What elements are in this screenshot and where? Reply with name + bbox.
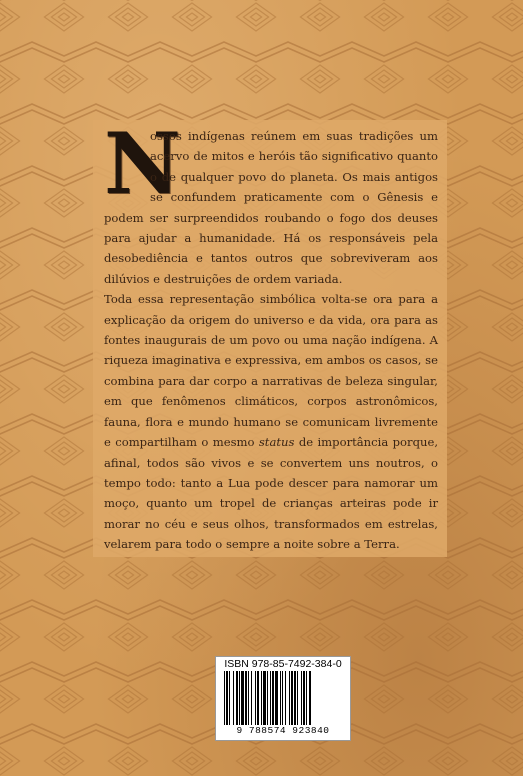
diamond-motif <box>51 132 76 150</box>
barcode-bar <box>261 671 262 725</box>
diamond-motif <box>499 442 523 460</box>
diamond-motif <box>0 199 6 207</box>
diamond-motif <box>314 633 325 641</box>
diamond-motif <box>428 623 467 651</box>
diamond-motif <box>58 385 69 393</box>
diamond-motif <box>0 189 20 217</box>
diamond-motif <box>44 375 83 403</box>
diamond-motif <box>172 65 211 93</box>
diamond-motif <box>300 623 339 651</box>
diamond-motif <box>51 752 76 770</box>
diamond-motif <box>314 757 325 765</box>
diamond-motif <box>108 685 147 713</box>
diamond-motif <box>115 566 140 584</box>
diamond-motif <box>0 509 6 517</box>
diamond-motif <box>250 757 261 765</box>
barcode-bar <box>257 671 259 725</box>
diamond-motif <box>186 633 197 641</box>
diamond-motif <box>499 132 523 150</box>
diamond-motif <box>506 757 517 765</box>
diamond-motif <box>58 13 69 21</box>
diamond-motif <box>115 628 140 646</box>
diamond-motif <box>300 65 339 93</box>
isbn-label: ISBN 978-85-7492-384-0 <box>224 658 342 670</box>
diamond-motif <box>44 623 83 651</box>
diamond-motif <box>51 8 76 26</box>
diamond-motif <box>51 566 76 584</box>
diamond-motif <box>499 752 523 770</box>
diamond-motif <box>250 633 261 641</box>
diamond-motif <box>307 8 332 26</box>
barcode-bars <box>224 671 342 725</box>
diamond-motif <box>499 256 523 274</box>
diamond-motif <box>506 323 517 331</box>
barcode-bar <box>248 671 249 725</box>
diamond-motif <box>122 13 133 21</box>
diamond-motif <box>0 251 20 279</box>
barcode-bar <box>272 671 274 725</box>
barcode-bar <box>255 671 256 725</box>
diamond-motif <box>307 566 332 584</box>
diamond-motif <box>314 75 325 83</box>
diamond-motif <box>44 127 83 155</box>
diamond-motif <box>58 261 69 269</box>
barcode-bar <box>303 671 305 725</box>
zigzag-line <box>0 42 523 56</box>
diamond-motif <box>378 571 389 579</box>
diamond-motif <box>499 566 523 584</box>
diamond-motif <box>186 13 197 21</box>
diamond-motif <box>172 685 211 713</box>
diamond-motif <box>58 757 69 765</box>
diamond-motif <box>108 3 147 31</box>
diamond-motif <box>58 509 69 517</box>
diamond-motif <box>428 65 467 93</box>
barcode-bar <box>245 671 247 725</box>
diamond-motif <box>179 70 204 88</box>
diamond-motif <box>58 447 69 455</box>
diamond-motif <box>428 3 467 31</box>
diamond-motif <box>442 633 453 641</box>
diamond-motif <box>506 199 517 207</box>
diamond-motif <box>499 70 523 88</box>
diamond-motif <box>0 385 6 393</box>
diamond-motif <box>435 690 460 708</box>
diamond-motif <box>0 375 20 403</box>
diamond-motif <box>115 752 140 770</box>
diamond-motif <box>300 3 339 31</box>
diamond-motif <box>51 690 76 708</box>
diamond-motif <box>44 313 83 341</box>
diamond-motif <box>51 194 76 212</box>
back-cover-blurb <box>104 114 439 555</box>
diamond-motif <box>435 752 460 770</box>
diamond-motif <box>250 75 261 83</box>
diamond-motif <box>0 499 20 527</box>
diamond-motif <box>122 633 133 641</box>
diamond-motif <box>44 189 83 217</box>
diamond-motif <box>0 757 6 765</box>
diamond-motif <box>179 690 204 708</box>
barcode-bar <box>224 671 225 725</box>
diamond-motif <box>122 75 133 83</box>
dropcap-letter: N <box>104 114 181 213</box>
diamond-motif <box>58 137 69 145</box>
diamond-motif <box>179 752 204 770</box>
diamond-motif <box>0 65 20 93</box>
diamond-motif <box>435 566 460 584</box>
diamond-motif <box>44 251 83 279</box>
diamond-motif <box>51 442 76 460</box>
diamond-motif <box>506 137 517 145</box>
diamond-motif <box>44 65 83 93</box>
diamond-motif <box>186 75 197 83</box>
diamond-motif <box>115 8 140 26</box>
diamond-motif <box>378 695 389 703</box>
diamond-motif <box>51 628 76 646</box>
diamond-motif <box>506 261 517 269</box>
diamond-motif <box>0 695 6 703</box>
diamond-motif <box>44 499 83 527</box>
barcode-bar <box>306 671 307 725</box>
diamond-motif <box>307 628 332 646</box>
diamond-motif <box>179 8 204 26</box>
diamond-motif <box>364 561 403 589</box>
barcode-bar <box>236 671 238 725</box>
diamond-motif <box>0 137 6 145</box>
diamond-motif <box>172 561 211 589</box>
diamond-motif <box>51 380 76 398</box>
diamond-motif <box>364 65 403 93</box>
diamond-motif <box>172 747 211 775</box>
diamond-motif <box>51 318 76 336</box>
isbn-barcode <box>215 656 351 741</box>
diamond-motif <box>499 628 523 646</box>
diamond-motif <box>179 628 204 646</box>
diamond-motif <box>442 571 453 579</box>
diamond-motif <box>378 757 389 765</box>
blurb-paragraph-1 <box>104 114 438 289</box>
diamond-motif <box>51 256 76 274</box>
diamond-motif <box>435 8 460 26</box>
barcode-bar <box>309 671 311 725</box>
diamond-motif <box>58 323 69 331</box>
zigzag-line <box>0 600 523 614</box>
barcode-bar <box>229 671 230 725</box>
diamond-motif <box>250 13 261 21</box>
diamond-motif <box>108 747 147 775</box>
diamond-motif <box>300 561 339 589</box>
status-italic-word: status <box>258 435 295 450</box>
diamond-motif <box>0 623 20 651</box>
diamond-motif <box>506 509 517 517</box>
barcode-bar <box>297 671 298 725</box>
diamond-motif <box>371 628 396 646</box>
diamond-motif <box>243 566 268 584</box>
diamond-motif <box>122 571 133 579</box>
diamond-motif <box>0 447 6 455</box>
barcode-bar <box>241 671 244 725</box>
diamond-motif <box>172 3 211 31</box>
diamond-motif <box>0 261 6 269</box>
diamond-motif <box>236 3 275 31</box>
diamond-motif <box>0 313 20 341</box>
diamond-motif <box>243 70 268 88</box>
diamond-motif <box>499 504 523 522</box>
diamond-motif <box>300 747 339 775</box>
barcode-bar <box>282 671 283 725</box>
diamond-motif <box>236 623 275 651</box>
diamond-motif <box>314 571 325 579</box>
diamond-motif <box>307 752 332 770</box>
diamond-motif <box>58 571 69 579</box>
diamond-motif <box>186 571 197 579</box>
diamond-motif <box>364 623 403 651</box>
diamond-motif <box>44 685 83 713</box>
barcode-bar <box>226 671 228 725</box>
diamond-motif <box>506 633 517 641</box>
diamond-motif <box>108 623 147 651</box>
diamond-motif <box>442 13 453 21</box>
diamond-motif <box>0 747 20 775</box>
diamond-motif <box>58 695 69 703</box>
diamond-motif <box>236 747 275 775</box>
diamond-motif <box>236 561 275 589</box>
diamond-motif <box>58 199 69 207</box>
blurb-paragraph-1-text: ossos indígenas reúnem em suas tradições um acervo de mitos e heróis tão significativo quanto o de qualquer povo do planeta. Os mais antigos se confundem praticamente com o Gênesis e podem ser surpreendidos roubando o fogo dos deuses para ajudar a humanidade. Há os responsáveis pela desobediência e tantos outros que sobreviveram aos dilúvios e destruições de ordem variada. <box>104 129 438 286</box>
diamond-motif <box>428 685 467 713</box>
barcode-bar <box>270 671 271 725</box>
barcode-bar <box>267 671 268 725</box>
diamond-motif <box>122 757 133 765</box>
blurb-paragraph-2 <box>104 289 438 554</box>
diamond-motif <box>371 752 396 770</box>
diamond-motif <box>0 323 6 331</box>
diamond-motif <box>108 561 147 589</box>
diamond-motif <box>435 70 460 88</box>
barcode-bar <box>285 671 286 725</box>
diamond-motif <box>243 752 268 770</box>
diamond-motif <box>378 633 389 641</box>
diamond-motif <box>179 566 204 584</box>
diamond-motif <box>364 747 403 775</box>
barcode-digits: 9 788574 923840 <box>236 725 330 736</box>
barcode-bar <box>251 671 252 725</box>
zigzag-line <box>0 104 523 118</box>
diamond-motif <box>499 690 523 708</box>
diamond-motif <box>44 437 83 465</box>
diamond-motif <box>428 747 467 775</box>
diamond-motif <box>0 561 20 589</box>
diamond-motif <box>0 13 6 21</box>
barcode-bar <box>294 671 296 725</box>
diamond-motif <box>172 623 211 651</box>
diamond-motif <box>442 757 453 765</box>
diamond-motif <box>371 566 396 584</box>
barcode-bar <box>301 671 302 725</box>
diamond-motif <box>44 3 83 31</box>
diamond-motif <box>243 8 268 26</box>
diamond-motif <box>186 757 197 765</box>
diamond-motif <box>371 70 396 88</box>
blurb-paragraph-2-part-b: de importância porque, afinal, todos são vivos e se convertem uns noutros, o tempo todo: tanto a Lua pode descer para namorar um moço, quanto um tropel de crianças arteiras pode ir morar no céu e seus olhos, transformados em estrelas, velarem para todo o sempre a noite sobre a Terra. <box>104 435 439 552</box>
barcode-bar <box>280 671 281 725</box>
diamond-motif <box>499 194 523 212</box>
diamond-motif <box>108 65 147 93</box>
diamond-motif <box>506 447 517 455</box>
diamond-motif <box>364 685 403 713</box>
diamond-motif <box>0 685 20 713</box>
diamond-motif <box>499 318 523 336</box>
diamond-motif <box>428 561 467 589</box>
diamond-motif <box>58 75 69 83</box>
barcode-bar <box>263 671 266 725</box>
diamond-motif <box>0 633 6 641</box>
diamond-motif <box>44 561 83 589</box>
diamond-motif <box>364 3 403 31</box>
barcode-bar <box>239 671 240 725</box>
diamond-motif <box>378 75 389 83</box>
diamond-motif <box>243 628 268 646</box>
diamond-motif <box>44 747 83 775</box>
diamond-motif <box>371 690 396 708</box>
diamond-motif <box>506 13 517 21</box>
diamond-motif <box>236 65 275 93</box>
blurb-paragraph-2-part-a: Toda essa representação simbólica volta-se ora para a explicação da origem do universo e da vida, ora para as fontes inaugurais de um povo ou uma nação indígena. A riqueza imaginativa e expressiva, em ambos os casos, se combina para dar corpo a narrativas de beleza singular, em que fenômenos climáticos, corpos astronômicos, fauna, flora e mundo humano se comunicam livremente e compartilham o mesmo <box>104 292 438 450</box>
diamond-motif <box>378 13 389 21</box>
diamond-motif <box>51 504 76 522</box>
diamond-motif <box>442 75 453 83</box>
diamond-motif <box>0 437 20 465</box>
diamond-motif <box>506 571 517 579</box>
diamond-motif <box>0 3 20 31</box>
diamond-motif <box>371 8 396 26</box>
diamond-motif <box>499 8 523 26</box>
diamond-motif <box>115 690 140 708</box>
diamond-motif <box>314 13 325 21</box>
diamond-motif <box>506 385 517 393</box>
diamond-motif <box>122 695 133 703</box>
diamond-motif <box>250 571 261 579</box>
diamond-motif <box>435 628 460 646</box>
barcode-bar <box>233 671 234 725</box>
diamond-motif <box>499 380 523 398</box>
barcode-bar <box>275 671 278 725</box>
barcode-bar <box>289 671 290 725</box>
diamond-motif <box>51 70 76 88</box>
diamond-motif <box>442 695 453 703</box>
diamond-motif <box>115 70 140 88</box>
diamond-motif <box>506 75 517 83</box>
diamond-motif <box>186 695 197 703</box>
diamond-motif <box>506 695 517 703</box>
diamond-motif <box>58 633 69 641</box>
barcode-bar <box>291 671 293 725</box>
diamond-motif <box>307 70 332 88</box>
diamond-motif <box>0 127 20 155</box>
diamond-motif <box>0 75 6 83</box>
diamond-motif <box>0 571 6 579</box>
